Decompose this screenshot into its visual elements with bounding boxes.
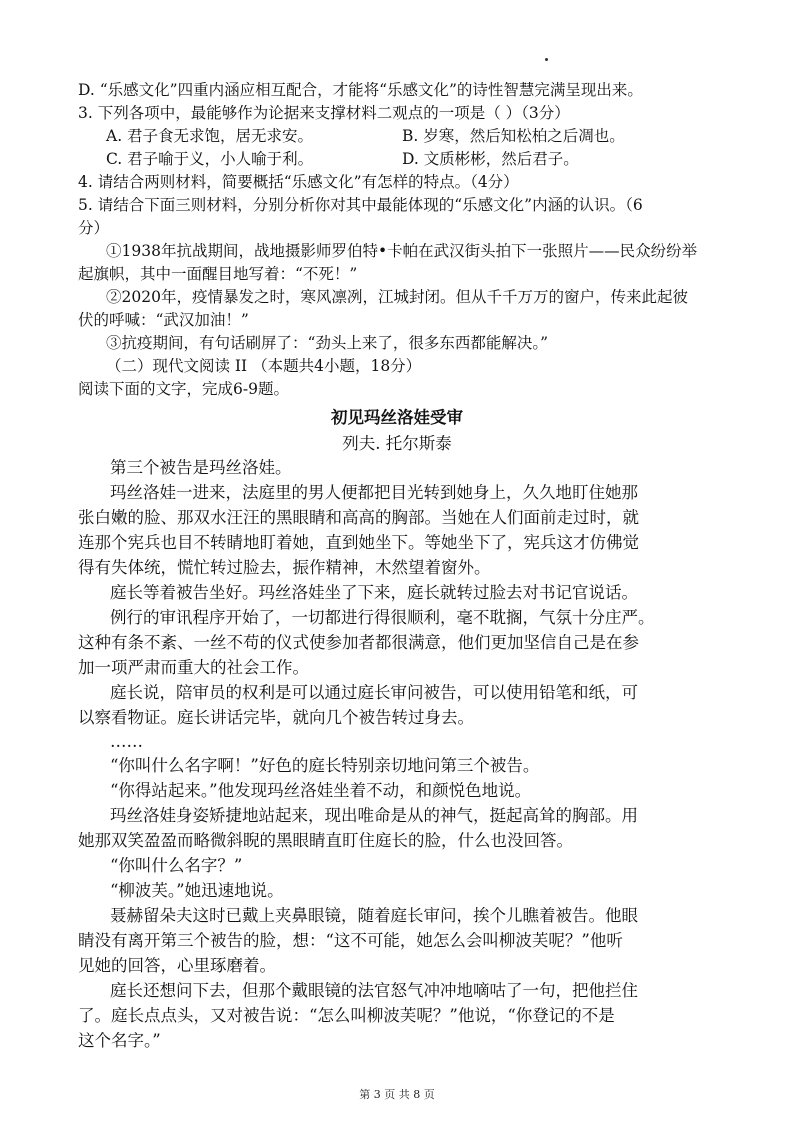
story-line: 这种有条不紊、一丝不苟的仪式使参加者都很满意，他们更加坚信自己是在参 (78, 633, 639, 652)
story-line: “你得站起来。”他发现玛丝洛娃坐着不动，和颜悦色地说。 (110, 781, 532, 800)
story-line: 以察看物证。庭长讲话完毕，就向几个被告转过身去。 (78, 708, 474, 727)
question-3: 3. 下列各项中，最能够作为论据来支撑材料二观点的一项是（ ）（3分） (78, 104, 570, 122)
material-2-cont: 伏的呼喊：“武汉加油！” (78, 311, 249, 329)
question-4: 4. 请结合两则材料，简要概括“乐感文化”有怎样的特点。（4分） (78, 173, 519, 191)
option-a: A. 君子食无求饱，居无求安。 (106, 127, 314, 145)
story-line: 张白嫩的脸、那双水汪汪的黑眼睛和高高的胸部。当她在人们面前走过时，就 (78, 508, 639, 527)
page-mark (545, 58, 548, 61)
story-line: 玛丝洛娃一进来，法庭里的男人便都把目光转到她身上，久久地盯住她那 (110, 483, 638, 502)
story-line: “柳波芙。”她迅速地说。 (110, 881, 284, 900)
story-author: 列夫. 托尔斯泰 (342, 434, 452, 453)
story-line: 了。庭长点点头，又对被告说：“怎么叫柳波芙呢？”他说，“你登记的不是 (78, 1006, 615, 1025)
question-5: 5. 请结合下面三则材料，分别分析你对其中最能体现的“乐感文化”内涵的认识。（6 (78, 196, 643, 214)
material-3: ③抗疫期间，有句话刷屏了：“劲头上来了，很多东西都能解决。” (106, 334, 549, 352)
option-d-statement: D. “乐感文化”四重内涵应相互配合，才能将“乐感文化”的诗性智慧完满呈现出来。 (78, 81, 643, 99)
story-line: 庭长说，陪审员的权利是可以通过庭长审问被告，可以使用铅笔和纸，可 (110, 683, 638, 702)
story-line: 玛丝洛娃身姿矫捷地站起来，现出唯命是从的神气，挺起高耸的胸部。用 (110, 806, 638, 825)
story-line: 庭长等着被告坐好。玛丝洛娃坐了下来，庭长就转过脸去对书记官说话。 (110, 583, 638, 602)
material-1-cont: 起旗帜，其中一面醒目地写着：“不死！” (78, 265, 358, 283)
material-2: ②2020年，疫情暴发之时，寒风凛冽，江城封闭。但从千千万万的窗户，传来此起彼 (106, 288, 688, 306)
story-line: 见她的回答，心里琢磨着。 (78, 956, 276, 975)
story-line: 她那双笑盈盈而略微斜睨的黑眼睛直盯住庭长的脸，什么也没回答。 (78, 831, 573, 850)
ellipsis: …… (110, 732, 143, 751)
story-line: “你叫什么名字啊！”好色的庭长特别亲切地问第三个被告。 (110, 756, 540, 775)
story-line: 这个名字。” (78, 1031, 161, 1050)
page-number: 第 3 页 共 8 页 (359, 1088, 435, 1101)
story-line: 睛没有离开第三个被告的脸，想：“这不可能，她怎么会叫柳波芙呢？”他听 (78, 931, 623, 950)
reading-instruction: 阅读下面的文字，完成6-9题。 (78, 380, 289, 398)
option-b: B. 岁寒，然后知松柏之后凋也。 (402, 127, 625, 145)
story-line: 例行的审讯程序开始了，一切都进行得很顺利，毫不耽搁，气氛十分庄严。 (110, 608, 655, 627)
option-d: D. 文质彬彬，然后君子。 (402, 150, 579, 168)
story-line: 第三个被告是玛丝洛娃。 (110, 458, 292, 477)
section-heading: （二）现代文阅读 II （本题共4小题，18分） (106, 357, 422, 375)
story-line: 庭长还想问下去，但那个戴眼镜的法官怒气冲冲地嘀咕了一句，把他拦住 (110, 981, 638, 1000)
story-line: 得有失体统，慌忙转过脸去，振作精神，木然望着窗外。 (78, 558, 491, 577)
question-5-cont: 分） (78, 219, 110, 237)
option-c: C. 君子喻于义，小人喻于利。 (106, 150, 314, 168)
story-line: 加一项严肃而重大的社会工作。 (78, 658, 309, 677)
story-title: 初见玛丝洛娃受审 (331, 408, 463, 427)
story-line: 连那个宪兵也目不转睛地盯着她，直到她坐下。等她坐下了，宪兵这才仿佛觉 (78, 533, 639, 552)
story-line: 聂赫留朵夫这时已戴上夹鼻眼镜，随着庭长审问，挨个儿瞧着被告。他眼 (110, 906, 638, 925)
story-line: “你叫什么名字？” (110, 856, 243, 875)
material-1: ①1938年抗战期间，战地摄影师罗伯特•卡帕在武汉街头拍下一张照片——民众纷纷举 (106, 242, 698, 260)
